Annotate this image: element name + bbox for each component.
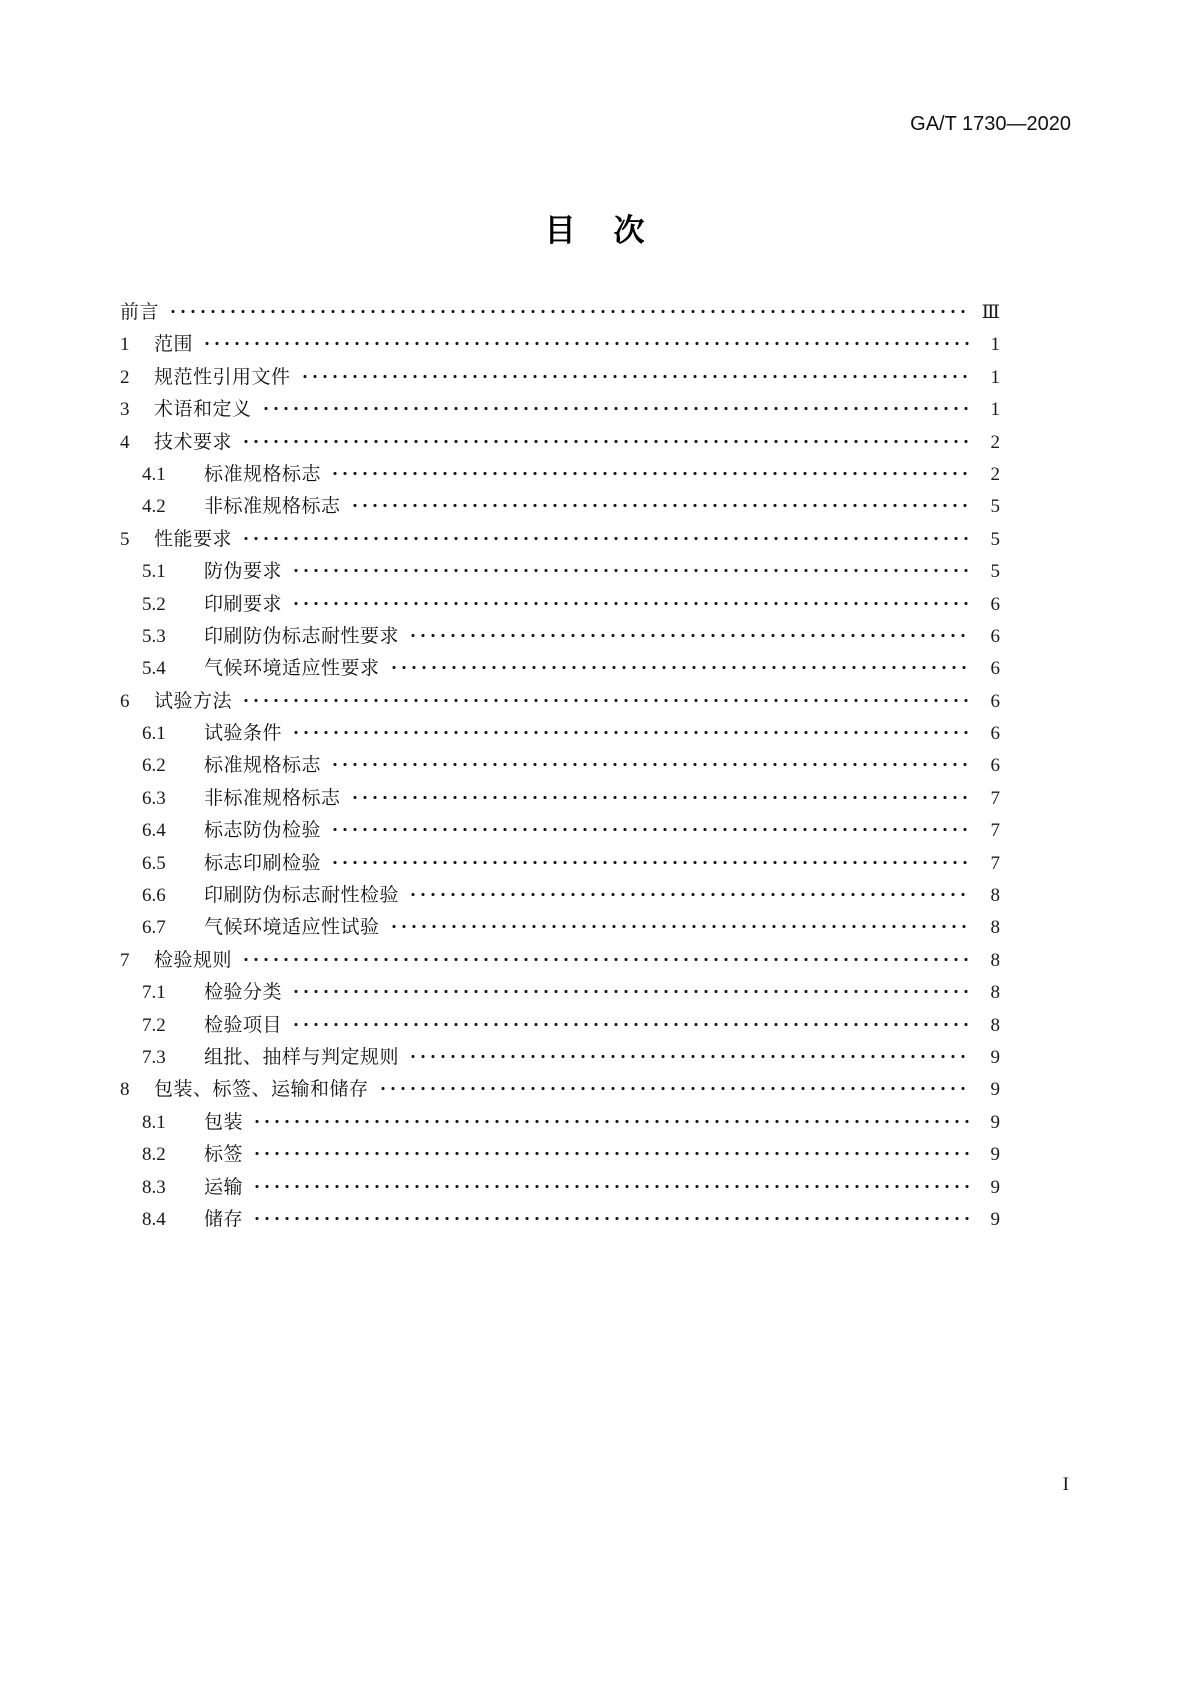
- toc-entry[interactable]: [120, 458, 1000, 490]
- toc-leader-dots: [252, 1205, 970, 1225]
- toc-entry-number: 6.6: [142, 885, 166, 907]
- toc-entry-page-number: 2: [990, 431, 1000, 453]
- toc-entry[interactable]: [120, 426, 1000, 458]
- toc-entry[interactable]: [120, 523, 1000, 555]
- toc-entry-label: 印刷要求: [204, 592, 283, 615]
- toc-entry[interactable]: [120, 490, 1000, 522]
- toc-entry-page-number: 9: [990, 1111, 1000, 1133]
- toc-entry-label: 性能要求: [154, 527, 233, 550]
- toc-leader-dots: [252, 1140, 970, 1160]
- toc-entry-label: 组批、抽样与判定规则: [204, 1045, 400, 1068]
- toc-entry-page-number: 9: [990, 1144, 1000, 1166]
- toc-leader-dots: [168, 298, 970, 318]
- toc-entry-page-number: 7: [990, 820, 1000, 842]
- toc-entry[interactable]: [120, 1073, 1000, 1105]
- toc-entry-number: 3: [120, 399, 130, 421]
- toc-entry[interactable]: [120, 652, 1000, 684]
- toc-entry-page-number: 8: [990, 1014, 1000, 1036]
- toc-entry-number: 7.3: [142, 1046, 166, 1068]
- toc-entry-label: 包装、标签、运输和储存: [154, 1078, 369, 1101]
- toc-leader-dots: [330, 816, 970, 836]
- toc-entry-label: 范围: [154, 333, 194, 356]
- toc-entry-label: 检验规则: [154, 948, 233, 971]
- toc-leader-dots: [261, 395, 970, 415]
- toc-entry-number: 6: [120, 690, 130, 712]
- toc-entry-number: 6.2: [142, 755, 166, 777]
- toc-entry-number: 8.4: [142, 1208, 166, 1230]
- toc-entry-number: 6.7: [142, 917, 166, 939]
- toc-entry-page-number: 7: [990, 852, 1000, 874]
- toc-entry-number: 4.1: [142, 463, 166, 485]
- toc-entry-page-number: 1: [990, 334, 1000, 356]
- toc-entry[interactable]: [120, 944, 1000, 976]
- toc-entry-label: 技术要求: [154, 430, 233, 453]
- toc-leader-dots: [300, 363, 970, 383]
- toc-entry-label: 标志防伪检验: [204, 819, 322, 842]
- toc-leader-dots: [350, 784, 970, 804]
- toc-entry[interactable]: [120, 1009, 1000, 1041]
- toc-leader-dots: [389, 654, 970, 674]
- toc-entry-page-number: 7: [990, 787, 1000, 809]
- toc-entry-label: 标准规格标志: [204, 754, 322, 777]
- toc-leader-dots: [408, 622, 970, 642]
- toc-leader-dots: [291, 557, 970, 577]
- toc-entry-label: 检验分类: [204, 981, 283, 1004]
- table-of-contents: [120, 296, 1000, 1235]
- toc-entry[interactable]: [120, 1041, 1000, 1073]
- toc-entry-page-number: 5: [990, 528, 1000, 550]
- toc-leader-dots: [291, 590, 970, 610]
- toc-leader-dots: [202, 330, 970, 350]
- toc-entry-label: 储存: [204, 1207, 244, 1230]
- toc-entry-page-number: 2: [990, 463, 1000, 485]
- toc-entry-number: 2: [120, 366, 130, 388]
- toc-entry[interactable]: [120, 393, 1000, 425]
- toc-leader-dots: [252, 1173, 970, 1193]
- toc-leader-dots: [408, 881, 970, 901]
- toc-entry-page-number: 9: [990, 1208, 1000, 1230]
- page-folio: I: [1062, 1474, 1069, 1495]
- toc-leader-dots: [408, 1043, 970, 1063]
- toc-entry-page-number: 9: [990, 1046, 1000, 1068]
- toc-leader-dots: [350, 492, 970, 512]
- toc-leader-dots: [389, 913, 970, 933]
- toc-entry-label: 非标准规格标志: [204, 786, 341, 809]
- toc-entry-number: 8.3: [142, 1176, 166, 1198]
- toc-entry-number: 7: [120, 949, 130, 971]
- toc-entry-page-number: 1: [990, 366, 1000, 388]
- toc-leader-dots: [330, 460, 970, 480]
- toc-leader-dots: [252, 1108, 970, 1128]
- toc-entry-page-number: 9: [990, 1176, 1000, 1198]
- toc-entry-page-number: 8: [990, 917, 1000, 939]
- toc-leader-dots: [241, 428, 970, 448]
- page-title-char-2: 次: [613, 213, 647, 249]
- toc-entry-page-number: Ⅲ: [981, 302, 1000, 323]
- toc-entry[interactable]: [120, 782, 1000, 814]
- toc-entry-label: 气候环境适应性试验: [204, 916, 380, 939]
- toc-entry[interactable]: [120, 814, 1000, 846]
- toc-leader-dots: [291, 978, 970, 998]
- toc-entry-number: 4.2: [142, 496, 166, 518]
- toc-entry[interactable]: [120, 1203, 1000, 1235]
- toc-entry[interactable]: [120, 685, 1000, 717]
- toc-entry[interactable]: [120, 296, 1000, 328]
- toc-entry-number: 5.3: [142, 625, 166, 647]
- toc-entry-page-number: 6: [990, 625, 1000, 647]
- toc-entry-page-number: 6: [990, 593, 1000, 615]
- toc-entry-number: 7.1: [142, 982, 166, 1004]
- toc-entry-label: 标签: [204, 1143, 244, 1166]
- page-title: [0, 205, 1191, 250]
- toc-entry-page-number: 6: [990, 690, 1000, 712]
- toc-entry-number: 4: [120, 431, 130, 453]
- toc-entry-number: 8: [120, 1079, 130, 1101]
- toc-entry[interactable]: [120, 555, 1000, 587]
- toc-entry-page-number: 6: [990, 658, 1000, 680]
- toc-entry[interactable]: [120, 328, 1000, 360]
- toc-entry-label: 规范性引用文件: [154, 365, 291, 388]
- toc-entry[interactable]: [120, 1106, 1000, 1138]
- toc-entry[interactable]: [120, 588, 1000, 620]
- toc-entry[interactable]: [120, 749, 1000, 781]
- toc-entry-number: 7.2: [142, 1014, 166, 1036]
- toc-entry[interactable]: [120, 620, 1000, 652]
- toc-entry-number: 5.4: [142, 658, 166, 680]
- toc-entry-number: 5.2: [142, 593, 166, 615]
- toc-entry[interactable]: [120, 847, 1000, 879]
- toc-entry-label: 术语和定义: [154, 398, 252, 421]
- toc-entry[interactable]: [120, 1138, 1000, 1170]
- toc-entry[interactable]: [120, 911, 1000, 943]
- toc-entry-page-number: 5: [990, 561, 1000, 583]
- toc-entry-page-number: 6: [990, 755, 1000, 777]
- toc-entry-label: 标志印刷检验: [204, 851, 322, 874]
- toc-entry-label: 包装: [204, 1110, 244, 1133]
- toc-entry-label: 印刷防伪标志耐性要求: [204, 624, 400, 647]
- running-header: [910, 113, 1071, 136]
- toc-entry-number: 6.3: [142, 787, 166, 809]
- toc-entry-label: 印刷防伪标志耐性检验: [204, 884, 400, 907]
- toc-entry-number: 6.4: [142, 820, 166, 842]
- toc-entry-page-number: 1: [990, 399, 1000, 421]
- toc-entry-number: 5: [120, 528, 130, 550]
- toc-entry-label: 非标准规格标志: [204, 495, 341, 518]
- toc-leader-dots: [378, 1075, 970, 1095]
- toc-entry-number: 6.5: [142, 852, 166, 874]
- toc-entry-label: 气候环境适应性要求: [204, 657, 380, 680]
- toc-leader-dots: [291, 1011, 970, 1031]
- toc-entry-page-number: 9: [990, 1079, 1000, 1101]
- toc-entry-label: 标准规格标志: [204, 462, 322, 485]
- toc-leader-dots: [241, 687, 970, 707]
- toc-entry-page-number: 8: [990, 885, 1000, 907]
- toc-entry[interactable]: [120, 976, 1000, 1008]
- toc-entry-number: 5.1: [142, 561, 166, 583]
- toc-entry-label: 检验项目: [204, 1013, 283, 1036]
- toc-entry-number: 8.1: [142, 1111, 166, 1133]
- toc-entry[interactable]: [120, 1171, 1000, 1203]
- toc-entry-label: 试验条件: [204, 722, 283, 745]
- toc-entry-number: 6.1: [142, 723, 166, 745]
- toc-entry-number: 1: [120, 334, 130, 356]
- toc-entry-page-number: 8: [990, 949, 1000, 971]
- standard-number: GA/T 1730—2020: [910, 113, 1071, 135]
- toc-entry[interactable]: [120, 879, 1000, 911]
- toc-entry-number: 8.2: [142, 1144, 166, 1166]
- toc-leader-dots: [291, 719, 970, 739]
- toc-entry-page-number: 6: [990, 723, 1000, 745]
- toc-leader-dots: [330, 849, 970, 869]
- toc-leader-dots: [241, 946, 970, 966]
- toc-entry[interactable]: [120, 717, 1000, 749]
- toc-leader-dots: [241, 525, 970, 545]
- toc-entry-label: 前言: [120, 301, 160, 323]
- toc-entry-label: 防伪要求: [204, 560, 283, 583]
- toc-entry[interactable]: [120, 361, 1000, 393]
- toc-leader-dots: [330, 751, 970, 771]
- toc-entry-page-number: 8: [990, 982, 1000, 1004]
- page-title-char-1: 目: [544, 213, 578, 249]
- toc-entry-label: 试验方法: [154, 689, 233, 712]
- toc-entry-page-number: 5: [990, 496, 1000, 518]
- toc-entry-label: 运输: [204, 1175, 244, 1198]
